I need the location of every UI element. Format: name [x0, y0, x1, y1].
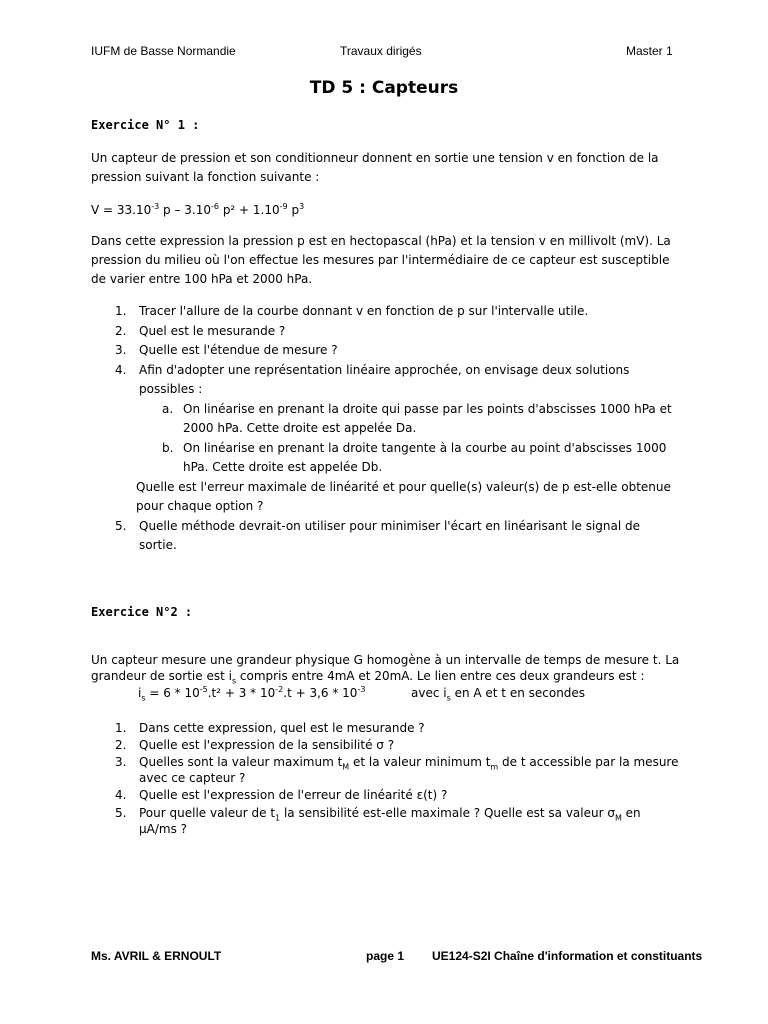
list-number: 5. [115, 806, 127, 820]
list-number: 3. [115, 755, 127, 769]
ex1-question-4b-line-2: hPa. Cette droite est appelée Db. [183, 460, 383, 474]
ex2-question-4: Quelle est l'expression de l'erreur de linéarité ε(t) ? [139, 788, 448, 802]
list-letter: a. [162, 402, 174, 416]
ex2-question-1: Dans cette expression, quel est le mesurande ? [139, 721, 425, 735]
footer-page-number: page 1 [366, 949, 405, 963]
ex1-formula: $V = 33.10^{-3}$ p – $3.10^{-6}$ $p^2 + 1.10^{-9}$ $p^3$ [91, 202, 305, 217]
ex1-intro-line-1: Un capteur de pression et son conditionneur donnent en sortie une tension v en fonction de la [91, 151, 659, 165]
ex2-question-3-line-2: avec ce capteur ? [139, 771, 246, 785]
list-number: 2. [115, 738, 127, 752]
ex1-question-5-line-2: sortie. [139, 538, 177, 552]
ex1-intro-line-2: pression suivant la fonction suivante : [91, 170, 320, 184]
ex1-question-1: Tracer l'allure de la courbe donnant v en fonction de p sur l'intervalle utile. [139, 304, 589, 318]
footer-authors: Ms. AVRIL & ERNOULT [91, 949, 222, 963]
ex2-question-3-line-1: Quelles sont la valeur maximum $t_M$ et la valeur minimum $t_m$ de t accessible par la mesure [139, 755, 679, 772]
ex2-formula: $i_s = 6 * 10^{-5}.t^2 + 3 * 10^{-2}.t + 3,6 * 10^{-3}$ [138, 685, 366, 703]
ex2-question-5-line-1: Pour quelle valeur de $t_1$ la sensibilité est-elle maximale ? Quelle est sa valeur $\sigma_M$ en [139, 806, 641, 823]
page-title: TD 5 : Capteurs [309, 78, 459, 98]
ex1-question-4c-line-2: pour chaque option ? [136, 499, 264, 513]
list-number: 4. [115, 788, 127, 802]
ex1-para2-line-3: de varier entre 100 hPa et 2000 hPa. [91, 272, 313, 286]
ex2-question-2: Quelle est l'expression de la sensibilité σ ? [139, 738, 395, 752]
list-number: 4. [115, 363, 127, 377]
list-number: 3. [115, 343, 127, 357]
ex1-question-4b-line-1: On linéarise en prenant la droite tangente à la courbe au point d'abscisses 1000 [183, 441, 667, 455]
ex1-question-3: Quelle est l'étendue de mesure ? [139, 343, 338, 357]
ex1-question-4-line-2: possibles : [139, 382, 203, 396]
list-letter: b. [162, 441, 174, 455]
exercise-1-heading: Exercice N° 1 : [91, 118, 200, 132]
header-institution: IUFM de Basse Normandie [91, 44, 236, 58]
footer-course-title: UE124-S2I Chaîne d'information et constituants [432, 949, 703, 963]
ex2-intro-line-2: grandeur de sortie est $i_s$ compris entre 4mA et 20mA. Le lien entre ces deux grandeurs est : [91, 669, 645, 686]
list-number: 5. [115, 519, 127, 533]
list-number: 1. [115, 721, 127, 735]
ex1-question-4a-line-2: 2000 hPa. Cette droite est appelée Da. [183, 421, 417, 435]
ex2-intro-line-1: Un capteur mesure une grandeur physique G homogène à un intervalle de temps de mesure t. La [91, 653, 680, 667]
header-course-type: Travaux dirigés [340, 44, 422, 58]
header-level: Master 1 [626, 44, 673, 58]
ex1-para2-line-1: Dans cette expression la pression p est en hectopascal (hPa) et la tension v en millivolt (mV). La [91, 234, 671, 248]
ex1-question-4c-line-1: Quelle est l'erreur maximale de linéarité et pour quelle(s) valeur(s) de p est-elle obtenue [136, 480, 671, 494]
ex1-para2-line-2: pression du milieu où l'on effectue les mesures par l'intermédiaire de ce capteur est susceptible [91, 253, 670, 267]
ex1-question-4-line-1: Afin d'adopter une représentation linéaire approchée, on envisage deux solutions [139, 363, 630, 377]
ex2-question-5-line-2: μA/ms ? [139, 822, 188, 836]
ex2-formula-note: avec $i_s$ en A et t en secondes [411, 686, 586, 703]
ex1-question-5-line-1: Quelle méthode devrait-on utiliser pour minimiser l'écart en linéarisant le signal de [139, 519, 641, 533]
ex1-question-4a-line-1: On linéarise en prenant la droite qui passe par les points d'abscisses 1000 hPa et [183, 402, 672, 416]
list-number: 1. [115, 304, 127, 318]
list-number: 2. [115, 324, 127, 338]
exercise-2-heading: Exercice N°2 : [91, 605, 193, 619]
ex1-question-2: Quel est le mesurande ? [139, 324, 286, 338]
